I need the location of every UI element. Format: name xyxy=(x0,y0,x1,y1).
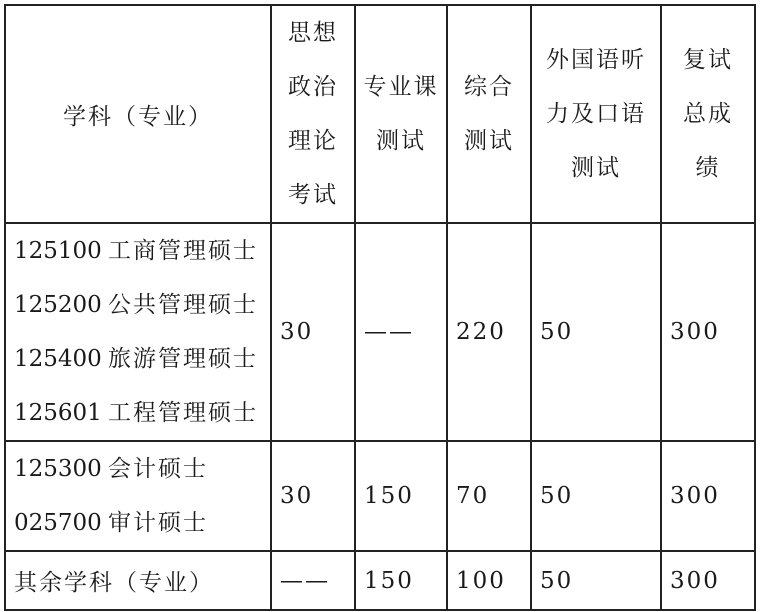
politics-score: 30 xyxy=(271,223,355,441)
total-score: 300 xyxy=(661,551,755,610)
subject-item: 025700 审计硕士 xyxy=(14,510,208,536)
score-table xyxy=(4,4,756,611)
subject-list xyxy=(5,223,271,441)
major-score: 150 xyxy=(355,441,447,551)
header-foreign: 外国语听 力及口语 测试 xyxy=(531,5,661,223)
header-major: 专业课 测试 xyxy=(355,5,447,223)
header-comprehensive: 综合 测试 xyxy=(447,5,531,223)
politics-score: 30 xyxy=(271,441,355,551)
foreign-score: 50 xyxy=(531,223,661,441)
major-score: 150 xyxy=(355,551,447,610)
total-score: 300 xyxy=(661,223,755,441)
comprehensive-score: 220 xyxy=(447,223,531,441)
total-score: 300 xyxy=(661,441,755,551)
header-subject: 学科（专业） xyxy=(5,5,271,223)
table-row xyxy=(5,223,755,441)
subject-other: 其余学科（专业） xyxy=(5,551,271,610)
table-row xyxy=(5,441,755,551)
subject-item: 125200 公共管理硕士 xyxy=(14,292,258,318)
header-politics: 思想 政治 理论 考试 xyxy=(271,5,355,223)
subject-list xyxy=(5,441,271,551)
subject-item: 125300 会计硕士 xyxy=(14,456,208,482)
comprehensive-score: 70 xyxy=(447,441,531,551)
comprehensive-score: 100 xyxy=(447,551,531,610)
header-total: 复试 总成 绩 xyxy=(661,5,755,223)
subject-item: 125400 旅游管理硕士 xyxy=(14,346,258,372)
header-row xyxy=(5,5,755,223)
subject-item: 125601 工程管理硕士 xyxy=(14,400,258,426)
table-row xyxy=(5,551,755,610)
politics-score: —— xyxy=(271,551,355,610)
subject-item: 125100 工商管理硕士 xyxy=(14,238,258,264)
major-score: —— xyxy=(355,223,447,441)
foreign-score: 50 xyxy=(531,551,661,610)
foreign-score: 50 xyxy=(531,441,661,551)
